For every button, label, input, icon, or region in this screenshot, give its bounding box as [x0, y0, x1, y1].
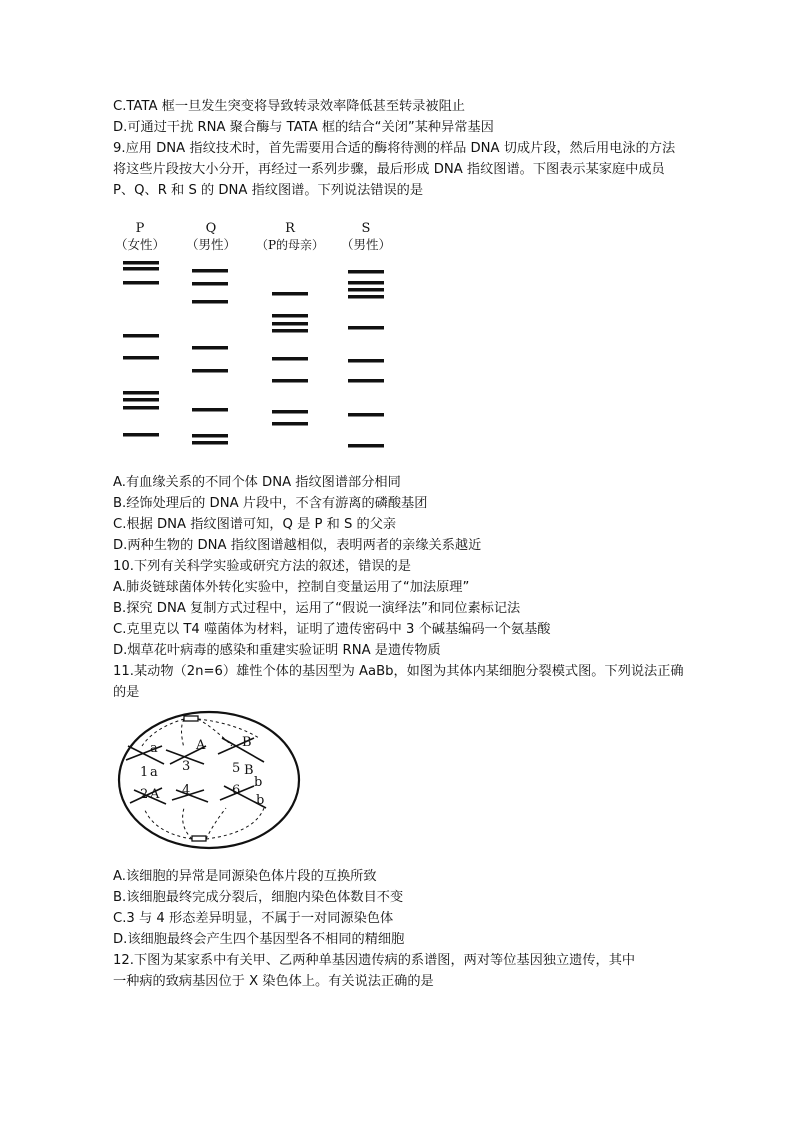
label-b-bot: b — [256, 793, 265, 808]
lane-q-id: Q — [205, 221, 217, 236]
label-a-top: a — [150, 741, 158, 756]
lane-r-note: （P的母亲） — [255, 238, 325, 252]
q10-option-b: B.探究 DNA 复制方式过程中，运用了“假说一演绎法”和同位素标记法 — [113, 601, 521, 616]
q8-option-d: D.可通过干扰 RNA 聚合酶与 TATA 框的结合“关闭”某种异常基因 — [113, 120, 494, 135]
q12-stem-line-2: 一种病的致病基因位于 X 染色体上。有关说法正确的是 — [113, 974, 434, 989]
label-b-right: b — [254, 775, 263, 790]
q10-option-c: C.克里克以 T4 噬菌体为材料，证明了遗传密码中 3 个碱基编码一个氨基酸 — [113, 622, 551, 637]
q9-option-d: D.两种生物的 DNA 指纹图谱越相似，表明两者的亲缘关系越近 — [113, 538, 482, 553]
q9-option-c: C.根据 DNA 指纹图谱可知，Q 是 P 和 S 的父亲 — [113, 517, 397, 532]
label-2: 2 — [140, 787, 149, 802]
label-a-mid: a — [150, 765, 158, 780]
lane-s-id: S — [361, 221, 371, 236]
lane-r-bands — [272, 292, 308, 426]
centriole-bottom — [192, 836, 206, 841]
q11-stem-line-2: 的是 — [113, 685, 140, 700]
label-B-mid: B — [244, 763, 254, 778]
label-A-top: A — [196, 738, 206, 753]
label-B-top: B — [242, 735, 252, 750]
lane-q-note: （男性） — [185, 237, 237, 252]
lane-s-note: （男性） — [340, 237, 392, 252]
q11-stem-line-1: 11.某动物（2n=6）雄性个体的基因型为 AaBb，如图为其体内某细胞分裂模式图。下列说法正确 — [113, 664, 684, 679]
lane-s-bands — [348, 270, 384, 448]
lane-p-note: （女性） — [114, 237, 166, 252]
q9-stem-line-1: 9.应用 DNA 指纹技术时，首先需要用合适的酶将待测的样品 DNA 切成片段，然后用电泳的方法 — [113, 141, 676, 156]
q11-option-c: C.3 与 4 形态差异明显，不属于一对同源染色体 — [113, 911, 394, 926]
label-6: 6 — [232, 783, 241, 798]
q11-option-b: B.该细胞最终完成分裂后，细胞内染色体数目不变 — [113, 890, 404, 905]
dna-fingerprint-figure — [108, 216, 408, 456]
q8-option-c: C.TATA 框一旦发生突变将导致转录效率降低甚至转录被阻止 — [113, 99, 465, 114]
cell-division-figure — [114, 708, 304, 853]
label-1: 1 — [140, 765, 149, 780]
q9-option-b: B.经饰处理后的 DNA 片段中，不含有游离的磷酸基团 — [113, 496, 428, 511]
lane-p-id: P — [135, 221, 145, 236]
q12-stem-line-1: 12.下图为某家系中有关甲、乙两种单基因遗传病的系谱图，两对等位基因独立遗传，其中 — [113, 953, 636, 968]
q9-stem-line-3: P、Q、R 和 S 的 DNA 指纹图谱。下列说法错误的是 — [113, 183, 424, 198]
label-4: 4 — [182, 783, 191, 798]
cell-membrane — [119, 712, 299, 848]
q9-stem-line-2: 将这些片段按大小分开，再经过一系列步骤，最后形成 DNA 指纹图谱。下图表示某家庭中成员 — [113, 162, 665, 177]
q10-option-d: D.烟草花叶病毒的感染和重建实验证明 RNA 是遗传物质 — [113, 643, 441, 658]
lane-r-id: R — [285, 221, 295, 236]
lane-p-bands — [123, 261, 159, 437]
q10-stem: 10.下列有关科学实验或研究方法的叙述，错误的是 — [113, 559, 411, 574]
label-A-bot: A — [150, 787, 160, 802]
q11-option-d: D.该细胞最终会产生四个基因型各不相同的精细胞 — [113, 932, 405, 947]
centriole-top — [184, 716, 198, 721]
q9-option-a: A.有血缘关系的不同个体 DNA 指纹图谱部分相同 — [113, 475, 401, 490]
lane-q-bands — [192, 269, 228, 445]
label-3: 3 — [182, 759, 191, 774]
q10-option-a: A.肺炎链球菌体外转化实验中，控制自变量运用了“加法原理” — [113, 580, 470, 595]
q11-option-a: A.该细胞的异常是同源染色体片段的互换所致 — [113, 869, 377, 884]
label-5: 5 — [232, 761, 241, 776]
